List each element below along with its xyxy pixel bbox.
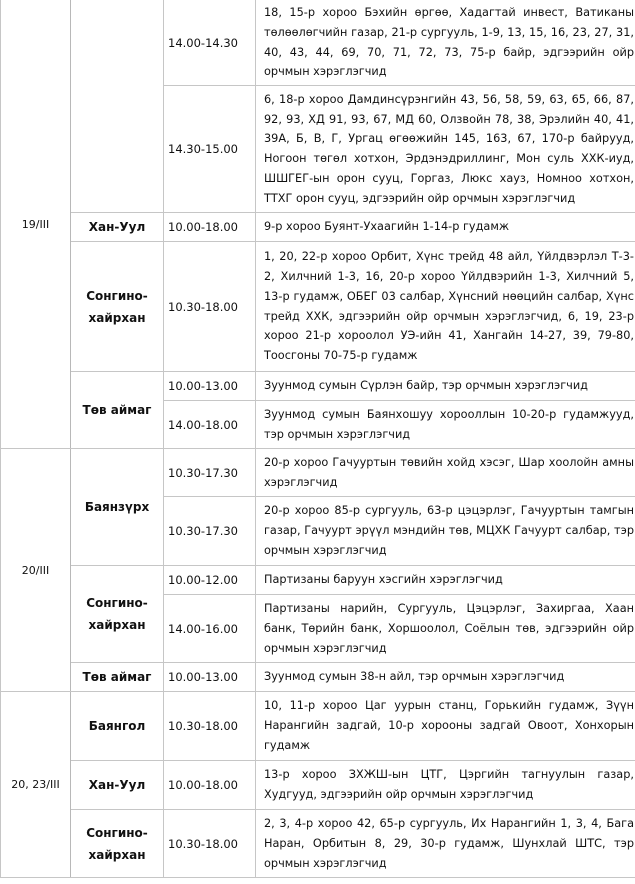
district-cell: Төв аймаг (71, 663, 164, 692)
district-cell: Сонгино-хайрхан (71, 566, 164, 663)
date-cell: 20/III (1, 449, 71, 692)
district-cell: Баянзүрх (71, 449, 164, 566)
description-cell: 6, 18-р хороо Дамдинсүрэнгийн 43, 56, 58, 59, 63, 65, 66, 87, 92, 93, ХД 91, 93, 67, МД 60, Олзвойн 78, 38, Эрэлийн 40, 41, 39А, Б, В, Г, Ургац өгөөжийн 145, 163, 67, 170-р байрууд, Ногоон төгөл хотхон, Эрдэнэдриллинг, Мон суль ХХК-иуд, ШШГЕГ-ын орон сууц, Горгаз, Люкс хауз, Номноо хотхон, ТТХГ орон сууц, эдгээрийн ойр орчмын хэрэглэгчид (256, 86, 635, 213)
table-row (1, 242, 635, 372)
description-cell: 18, 15-р хороо Бэхийн өргөө, Хадагтай инвест, Ватиканы төлөөлөгчийн газар, 21-р сургууль, 1-9, 13, 15, 16, 23, 27, 31, 40, 43, 44, 69, 70, 71, 72, 73, 75-р байр, эдгээрийн ойр орчмын хэрэглэгчид (256, 0, 635, 86)
district-cell: Сонгино-хайрхан (71, 810, 164, 878)
description-cell: Партизаны баруун хэсгийн хэрэглэгчид (256, 566, 635, 595)
description-cell: 2, 3, 4-р хороо 42, 65-р сургууль, Их Нарангийн 1, 3, 4, Бага Наран, Орбитын 8, 29, 30-р гудамж, Шунхлай ШТС, тэр орчмын хэрэглэгчид (256, 810, 635, 878)
time-cell: 10.30-18.00 (164, 692, 256, 761)
description-cell: Зуунмод сумын Баянхошуу хорооллын 10-20-р гудамжууд, тэр орчмын хэрэглэгчид (256, 401, 635, 449)
description-cell: Зуунмод сумын Сүрлэн байр, тэр орчмын хэрэглэгчид (256, 372, 635, 401)
description-cell: 9-р хороо Буянт-Ухаагийн 1-14-р гудамж (256, 213, 635, 242)
date-cell: 20, 23/III (1, 692, 71, 878)
time-cell: 10.00-18.00 (164, 761, 256, 810)
description-cell: 1, 20, 22-р хороо Орбит, Хүнс трейд 48 айл, Үйлдвэрлэл Т-3-2, Хилчний 1-3, 16, 20-р хороо Үйлдвэрийн 1-3, Хилчний 5, 13-р гудамж, ОБЕГ 03 салбар, Хүнсний нөөцийн салбар, Хүнс трейд ХХК, эдгээрийн ойр орчмын хэрэглэгчид, 6, 19, 23-р хороо 21-р хороолол УЭ-ийн 41, Хангайн 14-27, 39, 79-80, Тоосгоны 70-75-р гудамж (256, 242, 635, 372)
district-cell: Хан-Уул (71, 213, 164, 242)
table-row (1, 372, 635, 401)
description-cell: 13-р хороо ЗХЖШ-ын ЦТГ, Цэргийн тагнуулын газар, Худгууд, эдгээрийн ойр орчмын хэрэглэгчид (256, 761, 635, 810)
district-cell: Төв аймаг (71, 372, 164, 449)
time-cell: 14.00-16.00 (164, 595, 256, 663)
table-row (1, 692, 635, 761)
time-cell: 10.30-18.00 (164, 242, 256, 372)
description-cell: Партизаны нарийн, Сургууль, Цэцэрлэг, Захиргаа, Хаан банк, Төрийн банк, Хоршоолол, Соёлын төв, эдгээрийн ойр орчмын хэрэглэгчид (256, 595, 635, 663)
description-cell: 10, 11-р хороо Цаг уурын станц, Горькийн гудамж, Зүүн Нарангийн задгай, 10-р хорооны задгай Овоот, Хонхорын гудамж (256, 692, 635, 761)
table-row (1, 663, 635, 692)
district-cell: Баянгол (71, 692, 164, 761)
table-row (1, 449, 635, 497)
time-cell: 10.00-13.00 (164, 372, 256, 401)
table-row (1, 761, 635, 810)
district-cell (71, 0, 164, 213)
district-cell: Хан-Уул (71, 761, 164, 810)
time-cell: 10.30-17.30 (164, 449, 256, 497)
time-cell: 10.00-12.00 (164, 566, 256, 595)
description-cell: Зуунмод сумын 38-н айл, тэр орчмын хэрэглэгчид (256, 663, 635, 692)
time-cell: 10.00-13.00 (164, 663, 256, 692)
table-row (1, 0, 635, 86)
time-cell: 14.00-14.30 (164, 0, 256, 86)
time-cell: 10.30-18.00 (164, 810, 256, 878)
time-cell: 10.00-18.00 (164, 213, 256, 242)
time-cell: 14.00-18.00 (164, 401, 256, 449)
district-cell: Сонгино-хайрхан (71, 242, 164, 372)
time-cell: 10.30-17.30 (164, 497, 256, 566)
table-row (1, 213, 635, 242)
description-cell: 20-р хороо 85-р сургууль, 63-р цэцэрлэг, Гачууртын тамгын газар, Гачуурт эрүүл мэндийн төв, МЦХК Гачуурт салбар, тэр орчмын хэрэглэгчид (256, 497, 635, 566)
table-row (1, 810, 635, 878)
description-cell: 20-р хороо Гачууртын төвийн хойд хэсэг, Шар хоолойн амны хэрэглэгчид (256, 449, 635, 497)
table-row (1, 566, 635, 595)
date-cell: 19/III (1, 0, 71, 449)
time-cell: 14.30-15.00 (164, 86, 256, 213)
